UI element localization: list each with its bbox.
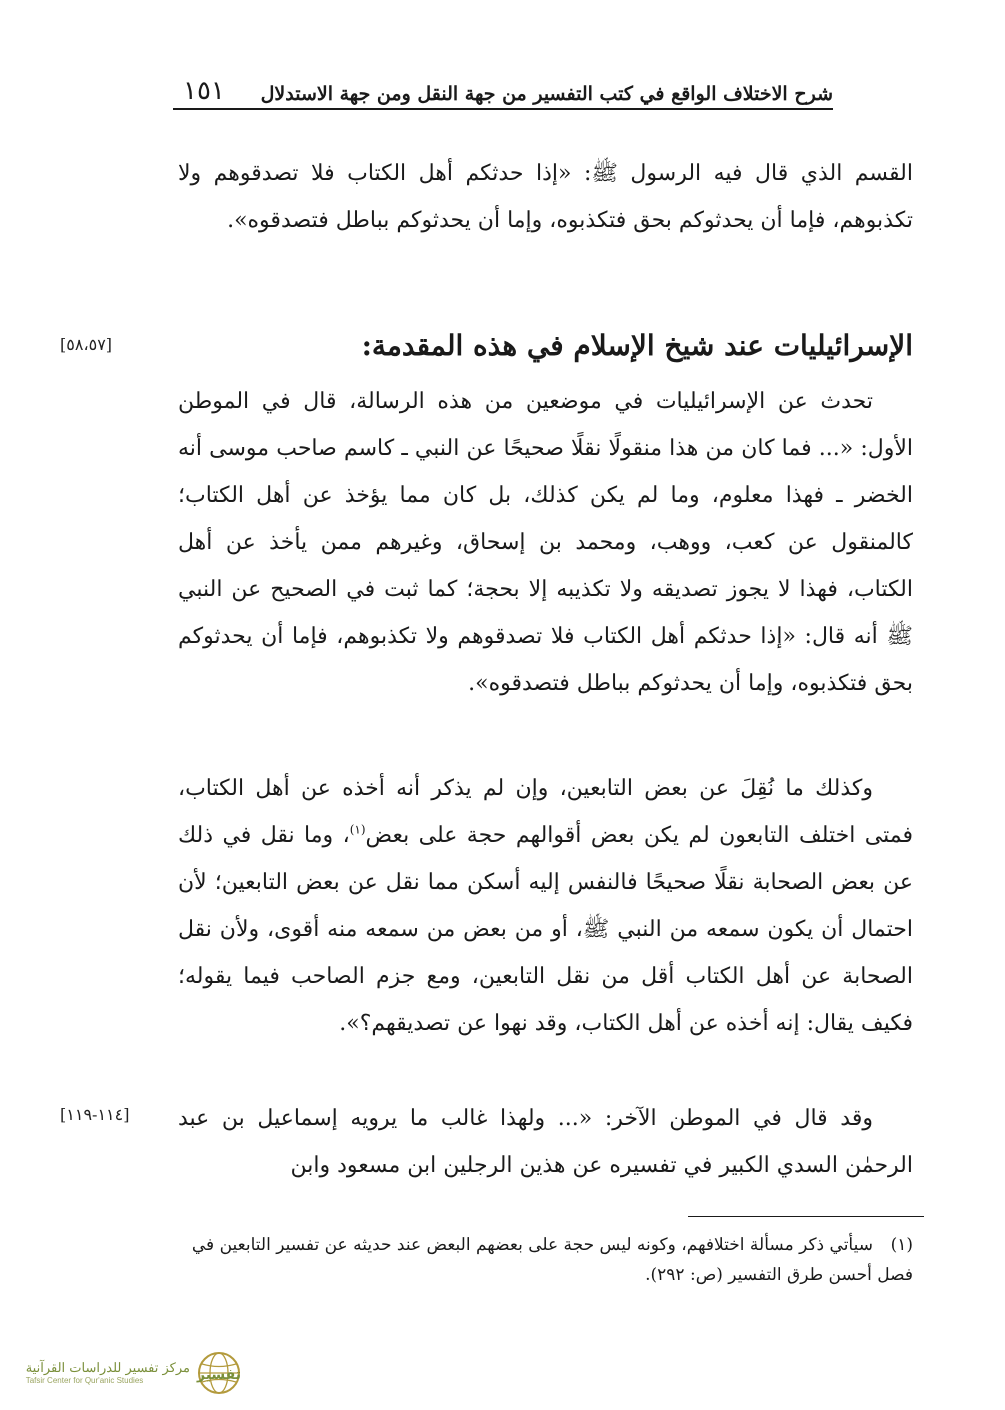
paragraph-second-place	[178, 1095, 913, 1189]
paragraph-segment: ، وما نقل في ذلك عن بعض الصحابة نقلًا صحيحًا فالنفس إليه أسكن مما نقل عن بعض التابعين؛ لأن احتمال أن يكون سمعه من النبي ﷺ، أو من بعض من سمعه منه أقوى، ولأن نقل الصحابة عن أهل الكتاب أقل من نقل التابعين، ومع جزم الصاحب فيما يقوله؛ فكيف يقال: إنه أخذه عن أهل الكتاب، وقد نهوا عن تصديقهم؟».	[178, 823, 913, 1036]
paragraph-tabieen	[178, 765, 913, 1047]
paragraph-israiliyyat	[178, 378, 913, 707]
paragraph-text: وقد قال في الموطن الآخر: «... ولهذا غالب ما يرويه إسماعيل بن عبد الرحمٰن السدي الكبير في تفسيره عن هذين الرجلين ابن مسعود وابن	[178, 1106, 913, 1178]
footnote-text: سيأتي ذكر مسألة اختلافهم، وكونه ليس حجة على بعضهم البعض عند حديثه عن تفسير التابعين في فصل أحسن طرق التفسير (ص: ٢٩٢).	[191, 1235, 913, 1285]
paragraph-segment: وكذلك ما نُقِلَ عن بعض التابعين، وإن لم يذكر أنه أخذه عن أهل الكتاب، فمتى اختلف التابعون لم يكن بعض أقوالهم حجة على بعض	[178, 776, 913, 848]
logo-english: Tafsir Center for Qur'anic Studies	[25, 1376, 144, 1386]
margin-reference: [٥٨،٥٧]	[60, 335, 113, 354]
paragraph-text: تحدث عن الإسرائيليات في موضعين من هذه الرسالة، قال في الموطن الأول: «... فما كان من هذا منقولًا نقلًا صحيحًا عن النبي ـ كاسم صاحب موسى أنه الخضر ـ فهذا معلوم، وما لم يكن كذلك، بل كان مما يؤخذ عن أهل الكتاب؛ كالمنقول عن كعب، ووهب، ومحمد بن إسحاق، وغيرهم ممن يأخذ عن أهل الكتاب، فهذا لا يجوز تصديقه ولا تكذيبه إلا بحجة؛ كما ثبت في الصحيح عن النبي ﷺ أنه قال: «إذا حدثكم أهل الكتاب فلا تصدقوهم ولا تكذبوهم، فإما أن يحدثوكم بحق فتكذبوه، وإما أن يحدثوكم بباطل فتصدقوه».	[178, 389, 913, 696]
running-header	[173, 70, 833, 110]
section-heading: الإسرائيليات عند شيخ الإسلام في هذه المقدمة:	[361, 329, 913, 362]
paragraph-continued	[178, 150, 913, 244]
paragraph-text: القسم الذي قال فيه الرسول ﷺ: «إذا حدثكم أهل الكتاب فلا تصدقوهم ولا تكذبوهم، فإما أن يحدثوكم بحق فتكذبوه، وإما أن يحدثوكم بباطل فتصدقوه».	[178, 161, 913, 233]
footnote	[178, 1230, 913, 1290]
globe-logo-icon	[196, 1350, 242, 1396]
margin-reference: [١١٤-١١٩]	[60, 1105, 130, 1124]
page-number: ١٥١	[183, 76, 225, 106]
logo-text	[26, 1361, 190, 1386]
publisher-logo	[12, 1348, 242, 1398]
header-title: شرح الاختلاف الواقع في كتب التفسير من جهة النقل ومن جهة الاستدلال	[260, 83, 833, 105]
paragraph-text	[178, 765, 913, 1047]
logo-arabic: مركز تفسير للدراسات القرآنية	[25, 1360, 190, 1376]
logo-mark-text: تفسير	[196, 1367, 242, 1383]
footnote-marker: (١)	[349, 822, 366, 837]
footnote-number: (١)	[890, 1235, 913, 1255]
footnote-separator	[688, 1216, 924, 1217]
